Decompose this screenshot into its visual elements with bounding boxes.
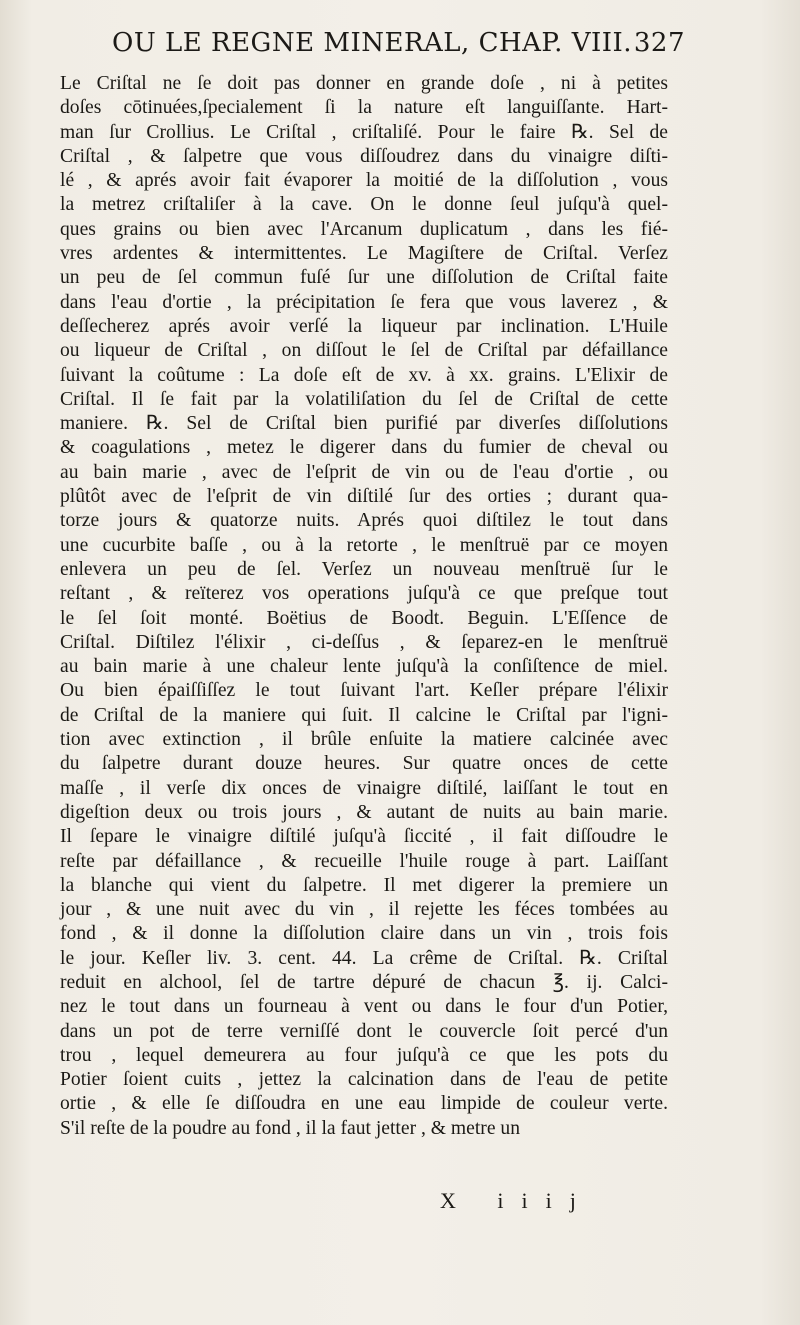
text-line: torze jours & quatorze nuits. Aprés quoi diſtilez le tout dans bbox=[60, 510, 668, 532]
running-title: OU LE REGNE MINERAL, CHAP. VIII. bbox=[112, 28, 633, 58]
text-line: tion avec extinction , il brûle enſuite la matiere calcinée avec bbox=[60, 729, 668, 751]
text-line: ſuivant la coûtume : La doſe eſt de xv. à xx. grains. L'Elixir de bbox=[60, 364, 668, 386]
text-line: de Criſtal de la maniere qui ſuit. Il calcine le Criſtal par l'igni- bbox=[60, 704, 668, 726]
text-line: digeſtion deux ou trois jours , & autant de nuits au bain marie. bbox=[60, 801, 668, 823]
text-line: Le Criſtal ne ſe doit pas donner en grande doſe , ni à petites bbox=[60, 73, 668, 94]
text-line: le ſel ſoit monté. Boëtius de Boodt. Beguin. L'Eſſence de bbox=[60, 607, 668, 629]
text-line: fond , & il donne la diſſolution claire dans un vin , trois fois bbox=[60, 923, 668, 945]
text-line: reſtant , & reïterez vos operations juſqu'à ce que preſque tout bbox=[60, 583, 668, 605]
text-line: un peu de ſel commun fuſé ſur une diſſolution de Criſtal faite bbox=[60, 267, 668, 289]
text-line: deſſecherez aprés avoir verſé la liqueur par inclination. L'Huile bbox=[60, 315, 668, 337]
signature-mark: X iiij bbox=[440, 1188, 594, 1213]
text-line: Il ſepare le vinaigre diſtilé juſqu'à ſiccité , il fait diſſoudre le bbox=[60, 826, 668, 848]
text-line: du ſalpetre durant douze heures. Sur quatre onces de cette bbox=[60, 753, 668, 775]
running-header bbox=[112, 28, 685, 58]
text-line: man ſur Crollius. Le Criſtal , criſtaliſé. Pour le faire ℞. Sel de bbox=[60, 121, 668, 143]
text-line: enlevera un peu de ſel. Verſez un nouveau menſtruë ſur le bbox=[60, 558, 668, 580]
text-line: maſſe , il verſe dix onces de vinaigre diſtilé, laiſſant le tout en bbox=[60, 777, 668, 799]
text-line: la blanche qui vient du ſalpetre. Il met digerer la premiere un bbox=[60, 874, 668, 896]
page-number: 327 bbox=[633, 28, 685, 58]
text-line: ou liqueur de Criſtal , on diſſout le ſel de Criſtal par défaillance bbox=[60, 340, 668, 362]
text-line: nez le tout dans un fourneau à vent ou dans le four d'un Potier, bbox=[60, 996, 668, 1018]
text-line: reduit en alchool, ſel de tartre dépuré de chacun ℥. ij. Calci- bbox=[60, 971, 668, 993]
text-line: ortie , & elle ſe diſſoudra en une eau limpide de couleur verte. bbox=[60, 1093, 668, 1115]
text-line: doſes cōtinuées,ſpecialement ſi la nature eſt languiſſante. Hart- bbox=[60, 97, 668, 119]
text-line: ques grains ou bien avec l'Arcanum duplicatum , dans les fié- bbox=[60, 218, 668, 240]
text-line: & coagulations , metez le digerer dans du fumier de cheval ou bbox=[60, 437, 668, 459]
text-line: jour , & une nuit avec du vin , il rejette les féces tombées au bbox=[60, 899, 668, 921]
text-line: le jour. Keſler liv. 3. cent. 44. La crême de Criſtal. ℞. Criſtal bbox=[60, 947, 668, 969]
text-line: au bain marie , avec de l'eſprit de vin ou de l'eau d'ortie , ou bbox=[60, 461, 668, 483]
text-line: Criſtal. Diſtilez l'élixir , ci-deſſus , & ſeparez-en le menſtruë bbox=[60, 631, 668, 653]
text-line: une cucurbite baſſe , ou à la retorte , le menſtruë par ce moyen bbox=[60, 534, 668, 556]
text-line: Potier ſoient cuits , jettez la calcination dans de l'eau de petite bbox=[60, 1069, 668, 1091]
text-line: maniere. ℞. Sel de Criſtal bien purifié par diverſes diſſolutions bbox=[60, 413, 668, 435]
text-line: vres ardentes & intermittentes. Le Magiſtere de Criſtal. Verſez bbox=[60, 243, 668, 265]
text-line: la metrez criſtaliſer à la cave. On le donne ſeul juſqu'à quel- bbox=[60, 194, 668, 216]
text-line: Criſtal , & ſalpetre que vous diſſoudrez dans du vinaigre diſti- bbox=[60, 145, 668, 167]
text-line: S'il reſte de la poudre au fond , il la faut jetter , & metre un bbox=[60, 1117, 521, 1139]
text-line: plûtôt avec de l'eſprit de vin diſtilé ſur des orties ; durant qua- bbox=[60, 486, 668, 508]
text-line: trou , lequel demeurera au four juſqu'à ce que les pots du bbox=[60, 1044, 668, 1066]
text-line: dans un pot de terre verniſſé dont le couvercle ſoit percé d'un bbox=[60, 1020, 668, 1042]
text-line: lé , & aprés avoir fait évaporer la moitié de la diſſolution , vous bbox=[60, 170, 668, 192]
text-line: au bain marie à une chaleur lente juſqu'à la conſiſtence de miel. bbox=[60, 656, 668, 678]
text-line: dans l'eau d'ortie , la précipitation ſe fera que vous laverez , & bbox=[60, 291, 668, 313]
text-line: Ou bien épaiſſiſſez le tout ſuivant l'art. Keſler prépare l'élixir bbox=[60, 680, 668, 702]
text-line: Criſtal. Il ſe fait par la volatiliſation du ſel de Criſtal de cette bbox=[60, 388, 668, 410]
body-text bbox=[60, 72, 668, 1141]
text-line: reſte par défaillance , & recueille l'huile rouge à part. Laiſſant bbox=[60, 850, 668, 872]
